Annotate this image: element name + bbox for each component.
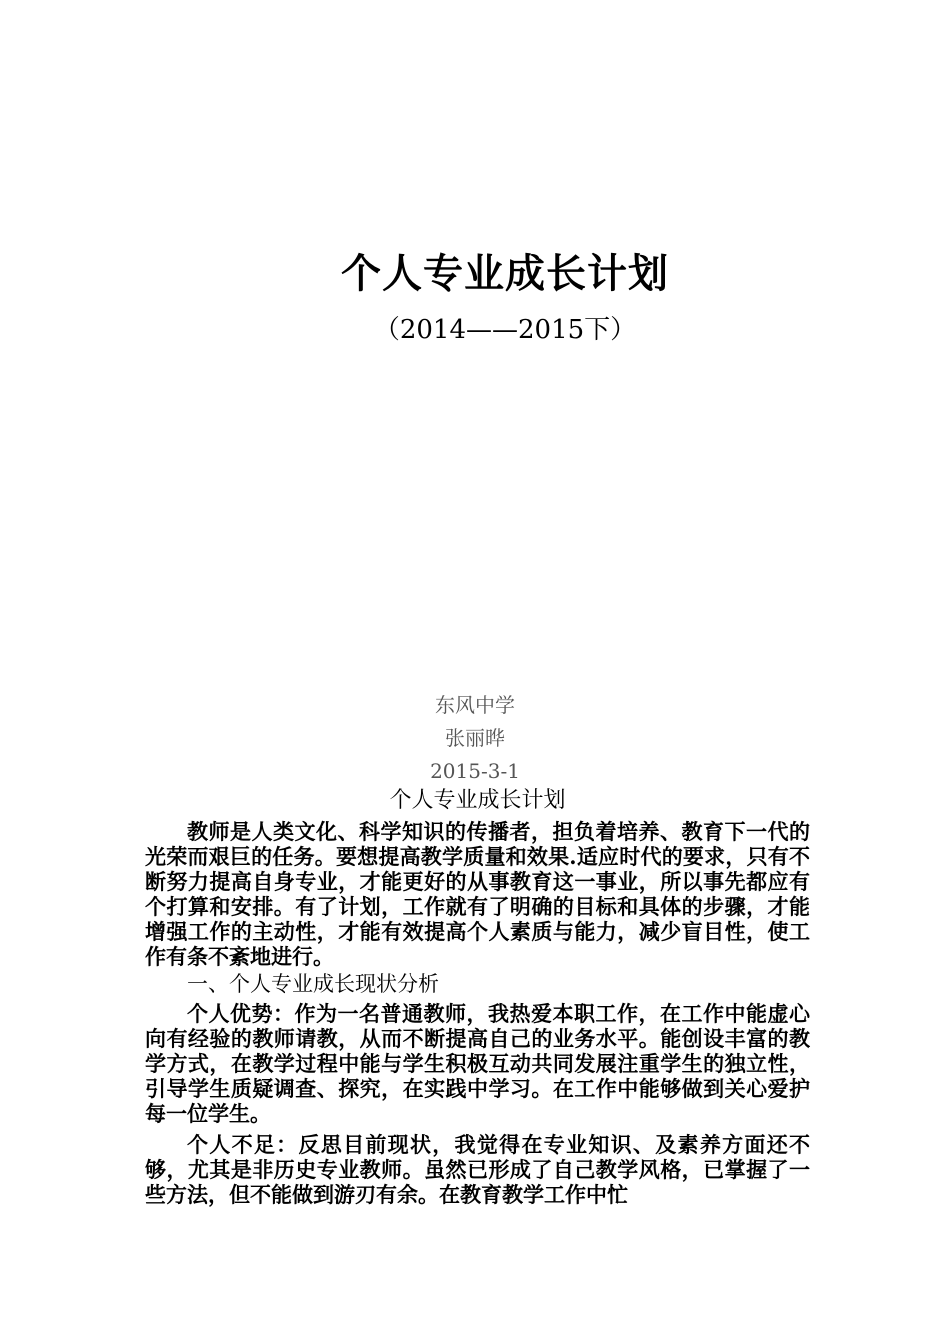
body-heading: 个人专业成长计划	[389, 788, 566, 813]
school-name: 东风中学	[435, 693, 515, 717]
weaknesses-paragraph: 个人不足：反思目前现状，我觉得在专业知识、及素养方面还不够，尤其是非历史专业教师。虽然已形成了自己教学风格，已掌握了一些方法，但不能做到游刃有余。在教育教学工作中忙	[145, 1132, 810, 1207]
author-name: 张丽晔	[445, 726, 505, 750]
document-body	[145, 785, 810, 1207]
document-date: 2015-3-1	[430, 759, 520, 783]
intro-paragraph: 教师是人类文化、科学知识的传播者，担负着培养、教育下一代的光荣而艰巨的任务。要想提高教学质量和效果.适应时代的要求，只有不断努力提高自身专业，才能更好的从事教育这一事业，所以事先都应有个打算和安排。有了计划，工作就有了明确的目标和具体的步骤，才能增强工作的主动性，才能有效提高个人素质与能力，减少盲目性，使工作有条不紊地进行。	[145, 819, 810, 969]
section-1-heading: 一、个人专业成长现状分析	[187, 972, 439, 996]
cover-subtitle: （2014——2015下）	[373, 315, 637, 345]
strengths-paragraph: 个人优势：作为一名普通教师，我热爱本职工作，在工作中能虚心向有经验的教师请教，从而不断提高自己的业务水平。能创设丰富的教学方式，在教学过程中能与学生积极互动共同发展注重学生的独立性，引导学生质疑调查、探究，在实践中学习。在工作中能够做到关心爱护每一位学生。	[145, 1001, 810, 1126]
cover-title: 个人专业成长计划	[341, 250, 669, 297]
